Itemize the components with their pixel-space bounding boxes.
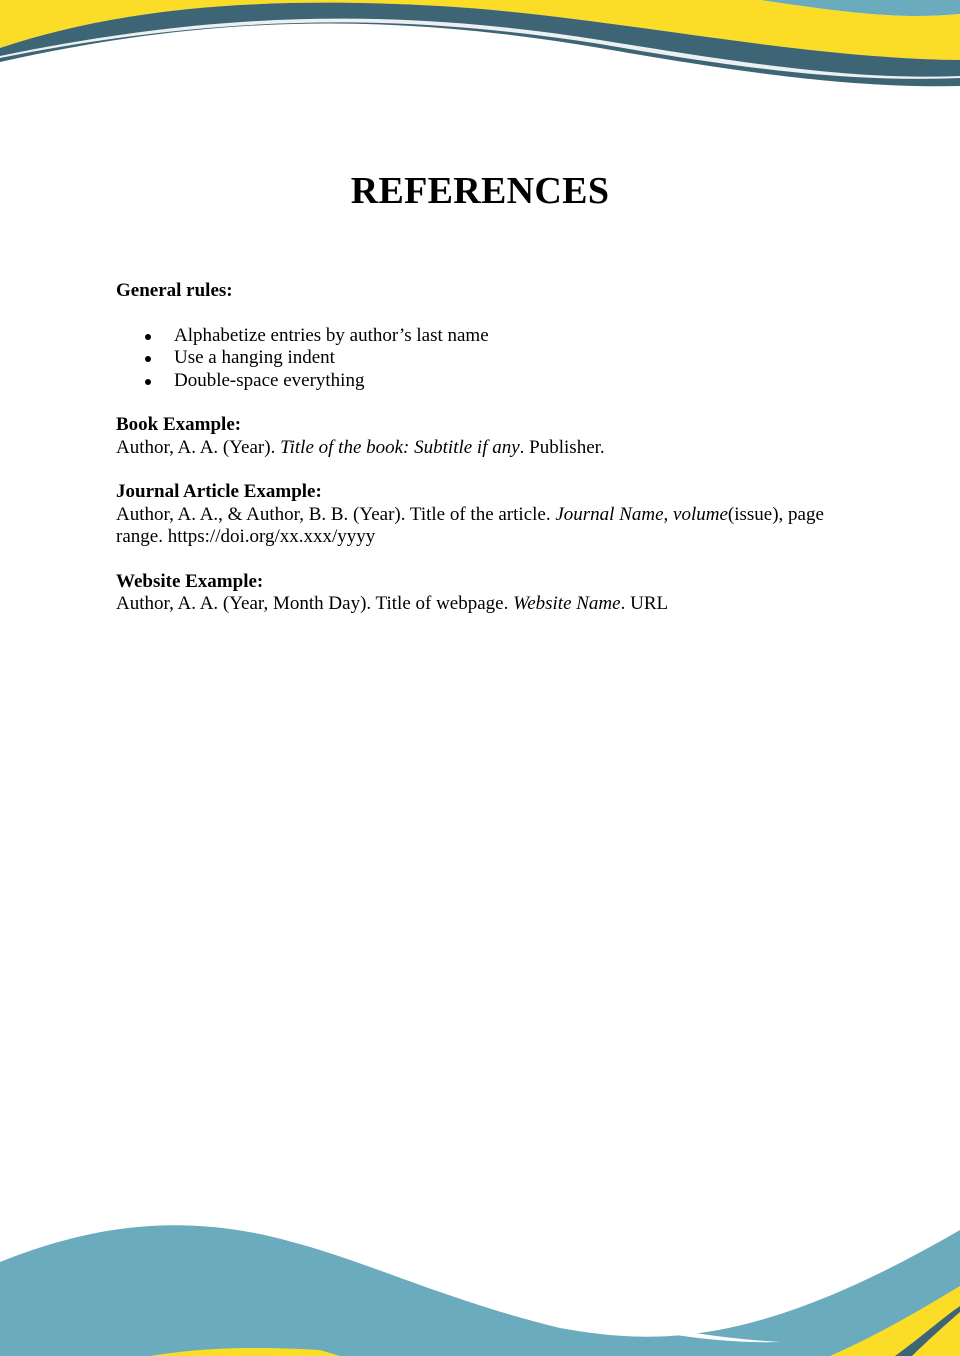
bottom-wave-teal-main <box>0 1225 960 1356</box>
journal-citation-rest: (issue), page range. https://doi.org/xx.xxx/yyyy <box>116 503 824 547</box>
journal-citation-author: Author, A. A., & Author, B. B. (Year). Title of the article. <box>116 503 556 525</box>
website-example-citation <box>116 593 846 616</box>
book-example <box>116 414 846 459</box>
book-example-heading: Book Example: <box>116 414 242 435</box>
book-citation-title: Title of the book: Subtitle if any <box>280 436 520 458</box>
rule-item <box>116 325 846 348</box>
website-example <box>116 571 846 616</box>
rule-item <box>116 347 846 370</box>
website-citation-site: Website Name <box>513 593 621 614</box>
journal-example-heading: Journal Article Example: <box>116 481 322 502</box>
rule-text: Alphabetize entries by author’s last name <box>174 324 489 346</box>
general-rules-list <box>116 325 846 393</box>
page-title: REFERENCES <box>350 170 610 212</box>
book-example-citation <box>116 437 846 460</box>
journal-example-citation <box>116 504 846 549</box>
journal-example <box>116 481 846 549</box>
website-citation-url: . URL <box>620 593 669 614</box>
rule-text: Use a hanging indent <box>174 347 335 368</box>
rule-text: Double-space everything <box>174 369 365 391</box>
bullet-icon <box>145 356 151 362</box>
bullet-icon <box>145 379 151 385</box>
bottom-wave-decoration <box>0 1216 960 1356</box>
journal-citation-name: Journal Name, volume <box>555 503 728 525</box>
book-citation-author: Author, A. A. (Year). <box>116 436 281 458</box>
book-citation-publisher: . Publisher. <box>519 436 605 458</box>
references-content <box>116 280 846 638</box>
website-citation-author: Author, A. A. (Year, Month Day). Title of webpage. <box>116 593 514 614</box>
general-rules-heading: General rules: <box>116 280 233 301</box>
bullet-icon <box>145 334 151 340</box>
website-example-heading: Website Example: <box>116 570 264 592</box>
top-wave-decoration <box>0 0 960 100</box>
rule-item <box>116 370 846 393</box>
